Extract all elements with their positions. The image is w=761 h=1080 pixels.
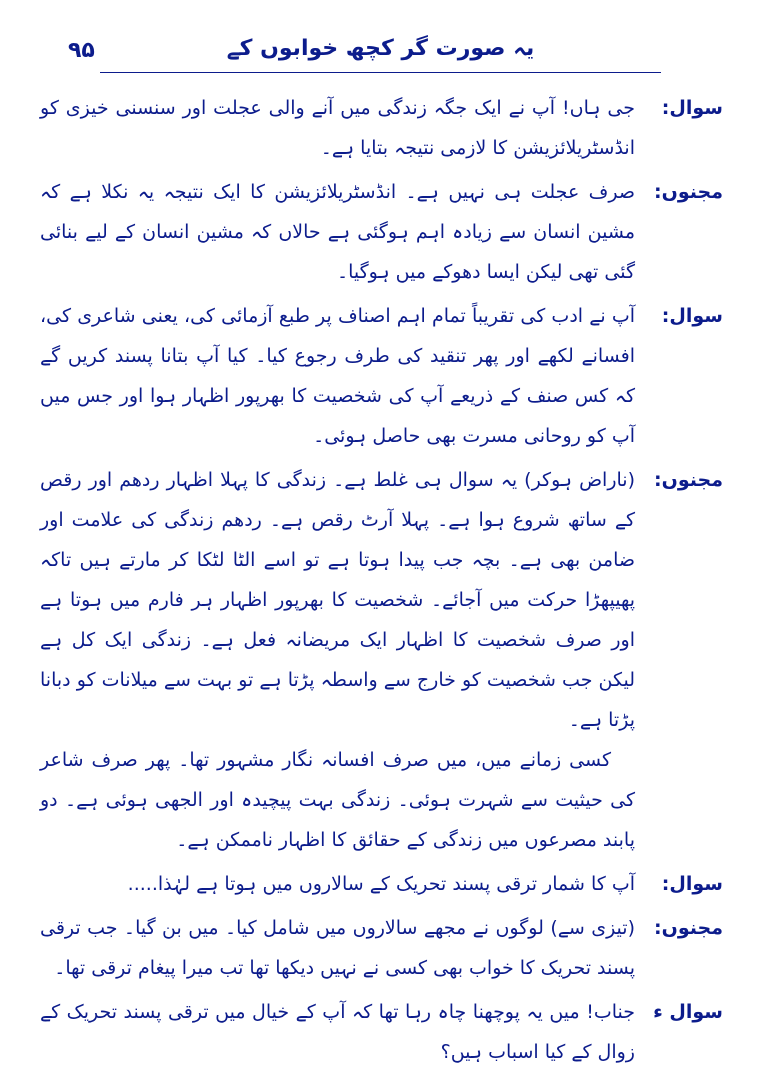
entry-text <box>40 908 635 988</box>
paragraph: آپ نے ادب کی تقریباً تمام اہم اصناف پر طبع آزمائی کی، یعنی شاعری کی، افسانے لکھے اور پھر تنقید کی طرف رجوع کیا۔ کیا آپ بتانا پسند کریں گے کہ کس صنف کے ذریعے آپ کی شخصیت کا بھرپور اظہار ہوا اور جس میں آپ کو روحانی مسرت بھی حاصل ہوئی۔ <box>40 305 635 447</box>
speaker-label: سوال: <box>661 305 723 327</box>
speaker-label: مجنوں: <box>654 917 723 939</box>
interview-body <box>40 88 723 1063</box>
paragraph: جناب! میں یہ پوچھنا چاہ رہا تھا کہ آپ کے خیال میں ترقی پسند تحریک کے زوال کے کیا اسباب ہیں؟ <box>40 1001 635 1063</box>
paragraph: جی ہاں! آپ نے ایک جگہ زندگی میں آنے والی عجلت اور سنسنی خیزی کو انڈسٹریلائزیشن کا لازمی نتیجہ بتایا ہے۔ <box>40 97 635 159</box>
paragraph: (تیزی سے) لوگوں نے مجھے سالاروں میں شامل کیا۔ میں بن گیا۔ جب ترقی پسند تحریک کا خواب بھی کسی نے نہیں دیکھا تھا تب میرا پیغام ترقی تھا۔ <box>40 917 635 979</box>
interview-entry <box>40 908 723 988</box>
paragraph: آپ کا شمار ترقی پسند تحریک کے سالاروں میں ہوتا ہے لہٰذا..... <box>127 873 635 895</box>
header-rule <box>100 72 661 73</box>
interview-entry <box>40 992 723 1072</box>
entry-text <box>40 460 635 860</box>
paragraph: کسی زمانے میں، میں صرف افسانہ نگار مشہور تھا۔ پھر صرف شاعر کی حیثیت سے شہرت ہوئی۔ زندگی بہت پیچیدہ اور الجھی ہوئی ہے۔ دو پابند مصرعوں میں زندگی کے حقائق کا اظہار ناممکن ہے۔ <box>40 749 635 851</box>
paragraph: (ناراض ہوکر) یہ سوال ہی غلط ہے۔ زندگی کا پہلا اظہار ردھم اور رقص کے ساتھ شروع ہوا ہے۔ پہلا آرٹ رقص ہے۔ ردھم زندگی کی علامت اور ضامن بھی ہے۔ بچہ جب پیدا ہوتا ہے تو اسے الٹا لٹکا کر مارتے ہیں تاکہ پھیپھڑا حرکت میں آجائے۔ شخصیت کا بھرپور اظہار ہر فارم میں ہوتا ہے اور صرف شخصیت کا اظہار ایک مریضانہ فعل ہے۔ زندگی ایک کل ہے لیکن جب شخصیت کو خارج سے واسطہ پڑتا ہے تو بہت سے میلانات کو دبانا پڑتا ہے۔ <box>40 469 635 731</box>
running-title: یہ صورت گر کچھ خوابوں کے <box>226 36 535 61</box>
paragraph: صرف عجلت ہی نہیں ہے۔ انڈسٹریلائزیشن کا ایک نتیجہ یہ نکلا ہے کہ مشین انسان سے زیادہ اہم ہوگئی ہے حالاں کہ مشین انسان کے لیے بنائی گئی تھی لیکن ایسا دھوکے میں ہوگیا۔ <box>40 181 635 283</box>
page-number: ۹۵ <box>68 38 95 63</box>
interview-entry <box>40 864 723 904</box>
interview-entry <box>40 296 723 456</box>
entry-text <box>40 88 635 168</box>
entry-text <box>40 864 635 904</box>
speaker-label: مجنوں: <box>654 469 723 491</box>
entry-text <box>40 296 635 456</box>
speaker-label: مجنوں: <box>654 181 723 203</box>
interview-entry <box>40 460 723 860</box>
speaker-label: سوال ء <box>653 1001 723 1023</box>
page-header <box>40 34 721 74</box>
speaker-label: سوال: <box>661 873 723 895</box>
interview-entry <box>40 88 723 168</box>
speaker-label: سوال: <box>661 97 723 119</box>
entry-text <box>40 172 635 292</box>
interview-entry <box>40 172 723 292</box>
entry-text <box>40 992 635 1072</box>
